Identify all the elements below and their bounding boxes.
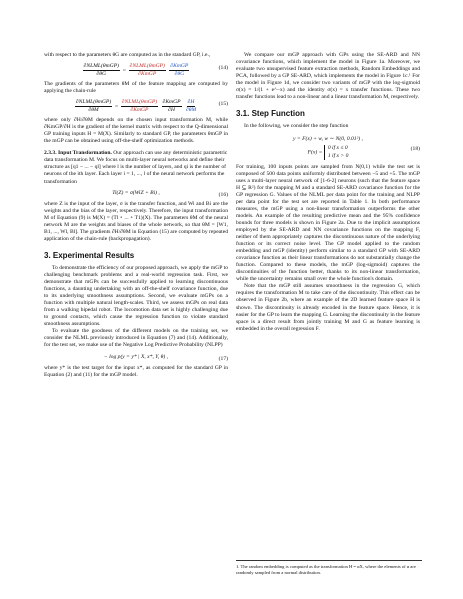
eq-den-part: ∂θM	[88, 106, 99, 113]
left-column	[44, 52, 228, 379]
equation-16	[44, 190, 228, 197]
eq-den-part: ∂θM	[185, 106, 197, 113]
case-line: 0 if x ≤ 0	[327, 145, 348, 152]
eq-num-part: ∂NLML(θmGP)	[121, 99, 158, 106]
paragraph: For training, 100 inputs points are sampled from N(0,1) while the test set is composed of 500 data points uniformly distributed between −5 and +5. The mGP uses a multi-layer neural network of [1-6-2] neurons (such that the feature space H ⊆ R²) for the mapping M and a standard SE-ARD covariance function for the GP regression G. Values of the NLML per data point for the training and NLPP per data point for the test set are reported in Table 1. In both performance measures, the mGP using a non-linear transformation outperforms the other models. An example of the resulting predictive mean and the 95% confidence bounds for three models is shown in Figure 2a. Due to the implicit assumptions employed by the SE-ARD and NN covariance functions on the mapping F, neither of them appropriately captures the discontinuous nature of the underlying function or its correct noise level. The GP model applied to the random embedding and mGP (identity) perform similar to a standard GP with SE-ARD covariance function as their linear transformations do not substantially change the function. Compared to these models, the mGP (log-sigmoid) captures the discontinuities of the function better, thanks to its non-linear transformation, while the uncertainty remains small over the whole function's domain.	[236, 163, 420, 283]
equation-body: − log p(y = y* | X, x*, Y, θ) ,	[103, 353, 169, 360]
eq-num-part: ∂NLML(θmGP)	[83, 63, 119, 70]
equation-number: (15)	[218, 101, 228, 108]
paragraph: We compare our mGP approach with GPs using the SE-ARD and NN covariance functions, which implement the model in Figure 1a. Moreover, we evaluate two unsupervised feature extraction methods, Random Embeddings and PCA, followed by a GP SE-ARD, which implements the model in Figure 1c.¹ For the model in Figure 1d, we consider two variants of mGP with the log-sigmoid σ(x) = 1/(1 + e^−x) and the identity σ(x) = x transfer functions. These two transfer functions lead to a non-linear and a linear transformation M, respectively.	[236, 52, 420, 101]
eq-den-part: ∂θG	[174, 70, 185, 77]
equation-lhs: F(x) =	[307, 149, 323, 156]
paragraph: To evaluate the goodness of the different models on the training set, we consider the NLML previously introduced in Equation (7) and (14). Additionally, for the test set, we make use of the Negative Log Predictive Probability (NLPP)	[44, 328, 228, 349]
equation-number: (16)	[218, 191, 228, 198]
equation-number: (17)	[218, 355, 228, 362]
cases-bracket	[324, 145, 349, 159]
equation-body: Ti(Z) = σ(WiZ + Bi) ,	[112, 189, 160, 196]
equation-14: $\frac{\text{∂NLML(θmGP)}}{\partial\theta G}$ = $\frac{\text{∂NLML(θmGP)}}{\text{∂KmGP}}$ $\frac{\text{∂KmGP}}{\partial\theta G}$ (14)	[83, 63, 228, 77]
equation-number: (18)	[410, 146, 420, 153]
eq-num-part: ∂NLML(θmGP)	[75, 99, 112, 106]
paragraph: where y* is the test target for the input x*, as computed for the standard GP in Equation (2) and (11) for the mGP model.	[44, 364, 228, 378]
equation-17	[44, 354, 228, 361]
paragraph: In the following, we consider the step function	[244, 123, 349, 130]
equation-15: $\frac{\text{∂NLML(θmGP)}}{\partial\theta M}$ = $\frac{\text{∂NLML(θmGP)}}{\text{∂KmGP}}$ $\frac{\text{∂KmGP}}{\partial H}$ $\frac{\partial H}{\partial\theta M}$ (15)	[75, 99, 228, 113]
paragraph: where only ∂H/∂θM depends on the chosen input transformation M, while ∂KmGP/∂H is the gradient of the kernel matrix with respect to the Q-dimensional GP training inputs H = M(X). Similarly to standard GP, the parameters θmGP in the mGP can be obtained using off-the-shelf optimization methods.	[44, 117, 228, 145]
eq-num-part: ∂KmGP	[162, 99, 181, 106]
right-column	[236, 52, 420, 333]
section-heading: 3.1. Step Function	[236, 109, 305, 119]
paragraph: with respect to the parameters θG are computed as in the standard GP, i.e.,	[44, 52, 211, 58]
eq-num-part: ∂H	[187, 99, 195, 106]
subsection-heading: 2.3.3. Input Transformation.	[44, 150, 112, 157]
section-heading: 3. Experimental Results	[44, 250, 135, 260]
equation-line: y = F(x) + w, w ∼ N(0, 0.01²) ,	[293, 136, 363, 143]
eq-num-part: ∂NLML(θmGP)	[129, 63, 165, 70]
equation-number: (14)	[218, 65, 228, 72]
paragraph: Our approach can use any deterministic parametric data transformation M. We focus on multi-layer neural networks and define their structure as [q1 − ... − ql] where l is the number of layers, and qi is the number of neurons of the ith layer. Each layer i = 1, ..., l of the neural network performs the transformation	[44, 150, 228, 185]
paragraph: where Z is the input of the layer, σ is the transfer function, and Wi and Bi are the weights and the bias of the layer, respectively. Therefore, the input transformation M of Equation (9) is M(X) = (Tl ∘ ... ∘ T1)(X). The parameters θM of the neural network M are the weights and biases of the whole network, so that θM = [W1, B1, ..., Wl, Bl]. The gradients ∂H/∂θM in Equation (15) are computed by repeated application of the chain-rule (backpropagation).	[44, 200, 228, 242]
paragraph: To demonstrate the efficiency of our proposed approach, we apply the mGP to challenging benchmark problems and a real-world regression task. First, we demonstrate that mGPs can be successfully applied to learning discontinuous functions, a daunting undertaking with an off-the-shelf covariance function, due to its underlying smoothness assumptions. Second, we evaluate mGPs on a function with multiple natural length-scales. Third, we assess mGPs on real data from a walking bipedal robot. The locomotion data set is highly challenging due to ground contacts, which cause the regression function to violate standard smoothness assumptions.	[44, 264, 228, 328]
footnote: 1. The random embedding is computed as the transformation H = αX, where the elements of α are randomly sampled from a normal distribution.	[236, 560, 422, 575]
eq-num-part: ∂KmGP	[170, 63, 189, 70]
eq-den-part: ∂KmGP	[138, 70, 157, 77]
paragraph: The gradients of the parameters θM of the feature mapping are computed by applying the chain-rule	[44, 81, 228, 95]
eq-den-part: ∂H	[168, 106, 175, 113]
equation-18	[236, 136, 420, 159]
paragraph: Note that the mGP still assumes smoothness in the regression G, which requires the transformation M to take care of the discontinuity. This effect can be observed in Figure 2b, where an example of the 2D learned feature space H is shown. The discontinuity is already encoded in the feature space. Hence, it is easier for the GP to learn the mapping G. Learning the discontinuity in the feature space is a direct result from jointly training M and G as feature learning is embedded in the overall regression F.	[236, 283, 420, 332]
eq-den-part: ∂θG	[96, 70, 107, 77]
case-line: 1 if x > 0	[327, 152, 349, 159]
eq-den-part: ∂KmGP	[130, 106, 149, 113]
